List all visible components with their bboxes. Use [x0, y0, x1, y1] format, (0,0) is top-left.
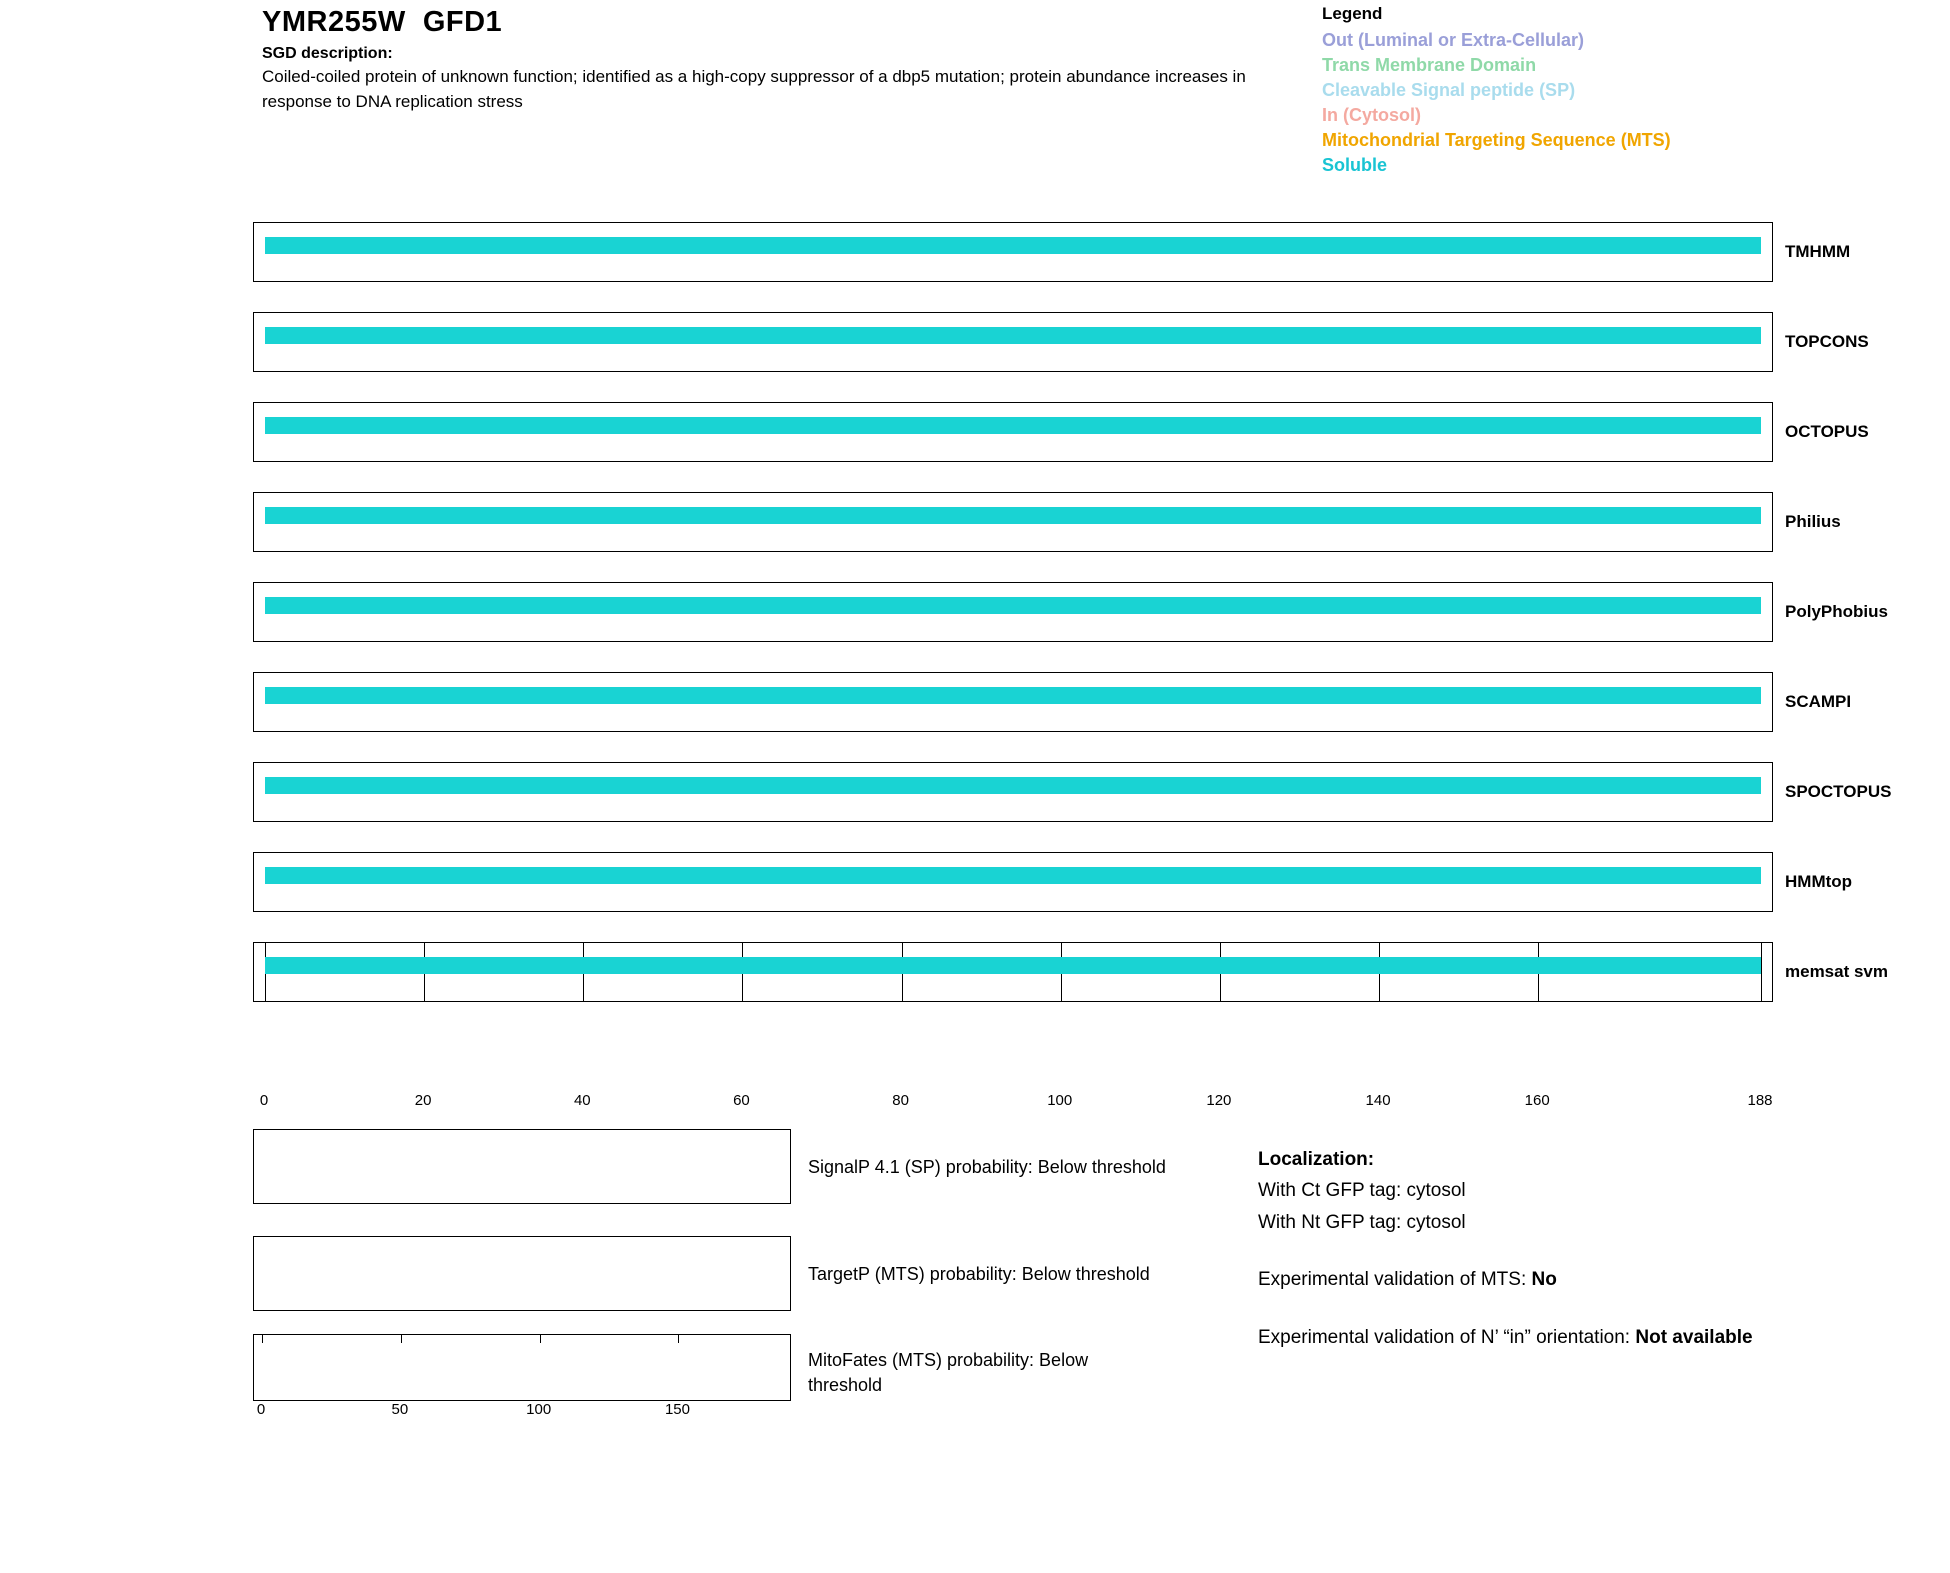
track-label: SPOCTOPUS — [1785, 782, 1892, 801]
legend-item-sp: Cleavable Signal peptide (SP) — [1322, 80, 1576, 101]
axis-tick-label: 0 — [259, 1092, 269, 1109]
axis-tick-label: 40 — [573, 1092, 591, 1109]
axis-tick — [262, 1335, 263, 1343]
axis-tick-label: 80 — [892, 1092, 909, 1109]
axis-tick — [540, 1335, 541, 1343]
localization-title: Localization: — [1258, 1149, 1375, 1170]
track-box — [253, 402, 1773, 462]
localization-ct-tag: With Ct GFP tag: cytosol — [1258, 1180, 1466, 1202]
legend-item-out: Out (Luminal or Extra-Cellular) — [1322, 30, 1585, 50]
page-title: YMR255W GFD1 — [262, 6, 503, 38]
mitofates-note: MitoFates (MTS) probability: Below threshold — [808, 1350, 1089, 1396]
track-box — [253, 312, 1773, 372]
mts-validation-value: No — [1531, 1269, 1557, 1291]
sgd-description-text: Coiled-coiled protein of unknown function; identified as a high-copy suppressor of a dbp5 mutation; protein abundance increases in response to DNA replication stress — [262, 67, 1246, 111]
axis-tick-label: 60 — [733, 1092, 750, 1109]
targetp-plot-box — [253, 1236, 791, 1311]
track-label: PolyPhobius — [1785, 602, 1888, 621]
track-segment-soluble — [265, 957, 1761, 974]
orientation-validation-value: Not available — [1635, 1326, 1753, 1348]
axis-tick-label: 120 — [1206, 1092, 1232, 1109]
signalp-plot-box — [253, 1129, 791, 1204]
track-segment-soluble — [265, 597, 1761, 614]
axis-tick-label: 150 — [664, 1401, 690, 1418]
track-label: memsat svm — [1785, 962, 1889, 981]
legend-item-tmd: Trans Membrane Domain — [1322, 55, 1537, 76]
track-label: TMHMM — [1785, 242, 1851, 261]
track-box — [253, 852, 1773, 912]
legend-title: Legend — [1322, 4, 1383, 23]
axis-tick-label: 100 — [1047, 1092, 1073, 1109]
track-tick — [1761, 943, 1762, 1002]
axis-tick-label: 100 — [526, 1401, 552, 1418]
localization-panel — [1258, 1145, 1918, 1354]
track-segment-soluble — [265, 687, 1761, 704]
track-box — [253, 942, 1773, 1002]
axis-tick — [678, 1335, 679, 1343]
legend-item-in: In (Cytosol) — [1322, 105, 1421, 126]
targetp-note: TargetP (MTS) probability: Below threshold — [808, 1264, 1150, 1284]
orientation-validation-label: Experimental validation of N’ “in” orientation: — [1258, 1326, 1636, 1348]
signalp-note: SignalP 4.1 (SP) probability: Below threshold — [808, 1157, 1166, 1177]
track-box — [253, 582, 1773, 642]
sgd-description-label: SGD description: — [262, 45, 393, 62]
axis-tick-label: 160 — [1524, 1092, 1550, 1109]
track-segment-soluble — [265, 327, 1761, 344]
mts-validation — [1258, 1265, 1918, 1294]
axis-tick-label: 0 — [256, 1401, 266, 1418]
legend-item-soluble: Soluble — [1322, 155, 1388, 176]
track-segment-soluble — [265, 417, 1761, 434]
axis-tick-label: 50 — [391, 1401, 409, 1418]
legend-item-mts: Mitochondrial Targeting Sequence (MTS) — [1322, 130, 1671, 151]
mts-validation-label: Experimental validation of MTS: — [1258, 1269, 1532, 1291]
track-label: HMMtop — [1785, 872, 1853, 891]
orientation-validation — [1258, 1323, 1918, 1352]
track-label: Philius — [1785, 512, 1841, 531]
axis-tick — [401, 1335, 402, 1343]
track-segment-soluble — [265, 867, 1761, 884]
localization-nt-tag: With Nt GFP tag: cytosol — [1258, 1211, 1466, 1233]
axis-tick-label: 140 — [1365, 1092, 1391, 1109]
track-box — [253, 672, 1773, 732]
track-label: OCTOPUS — [1785, 422, 1869, 441]
axis-main — [253, 1092, 1773, 1118]
axis-tick-label: 188 — [1747, 1092, 1773, 1109]
axis-tick-label: 20 — [414, 1092, 432, 1109]
track-box — [253, 492, 1773, 552]
track-box — [253, 762, 1773, 822]
track-segment-soluble — [265, 237, 1761, 254]
mitofates-plot-box — [253, 1334, 791, 1401]
track-segment-soluble — [265, 507, 1761, 524]
track-label: TOPCONS — [1785, 332, 1869, 351]
track-label: SCAMPI — [1785, 692, 1852, 711]
axis-small — [253, 1401, 791, 1425]
track-segment-soluble — [265, 777, 1761, 794]
track-box — [253, 222, 1773, 282]
